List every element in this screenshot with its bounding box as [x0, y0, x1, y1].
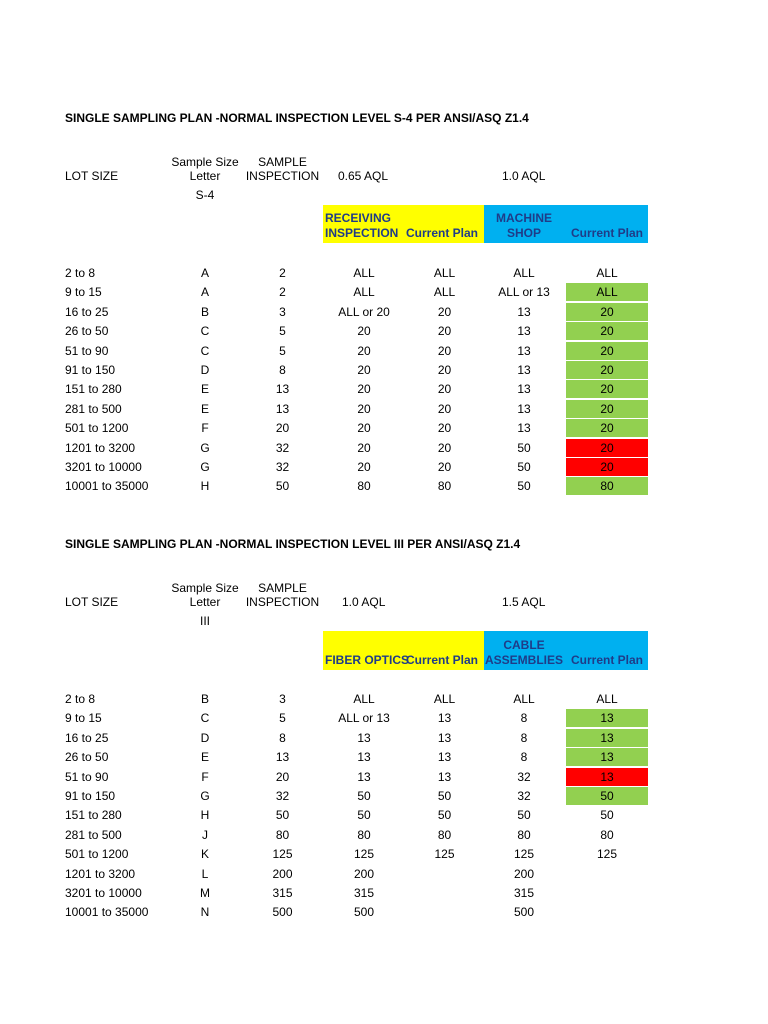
- aql-left-header: 0.65 AQL: [338, 169, 389, 183]
- lot-size-cell: 10001 to 35000: [65, 479, 149, 494]
- sample-cell: 20: [275, 769, 290, 784]
- current-plan-2-cell: 20: [566, 361, 648, 380]
- letter-cell: D: [200, 730, 210, 745]
- sample-cell: 3: [279, 304, 286, 319]
- letter-cell: M: [200, 886, 210, 900]
- current-plan-1-cell: 50: [437, 808, 452, 823]
- cable-assemblies-header-line2: ASSEMBLIES: [484, 653, 563, 667]
- lot-size-cell: 151 to 280: [65, 808, 122, 823]
- receiving-inspection-header-line1: RECEIVING: [325, 211, 392, 225]
- current-plan-2-cell: 20: [566, 322, 648, 341]
- letter-cell: A: [200, 285, 209, 300]
- lot-size-cell: 26 to 50: [65, 324, 109, 339]
- letter-cell: N: [200, 905, 210, 920]
- current-plan-1-cell: 13: [437, 730, 452, 745]
- sample-cell: 32: [275, 460, 290, 474]
- aql-left-cell: 200: [353, 866, 375, 881]
- sample-cell: 13: [275, 401, 290, 416]
- sample-cell: 3: [279, 692, 286, 706]
- current-plan-1-cell: 80: [437, 827, 452, 842]
- current-plan-header-1: Current Plan: [406, 226, 479, 240]
- current-plan-2-cell: ALL: [566, 283, 648, 302]
- current-plan-2-cell: 20: [566, 400, 648, 419]
- current-plan-1-cell: ALL: [433, 692, 456, 706]
- inspection-level-label: III: [199, 614, 210, 628]
- aql-left-cell: ALL: [353, 266, 375, 280]
- aql-right-cell: 13: [517, 363, 531, 377]
- sample-cell: 50: [275, 479, 290, 494]
- letter-cell: D: [200, 363, 210, 377]
- lot-size-cell: 3201 to 10000: [65, 460, 142, 474]
- aql-left-cell: ALL: [353, 285, 375, 300]
- aql-right-cell: 50: [517, 808, 531, 823]
- letter-cell: G: [200, 440, 210, 455]
- letter-cell: E: [200, 401, 209, 416]
- lot-size-cell: 1201 to 3200: [65, 866, 136, 881]
- aql-left-cell: 20: [357, 440, 371, 455]
- table-row: [0, 439, 768, 458]
- current-plan-2-cell: ALL: [596, 692, 618, 706]
- aql-right-cell: 50: [517, 440, 531, 455]
- sample-cell: 8: [279, 363, 286, 377]
- machine-shop-header-line2: SHOP: [506, 226, 541, 240]
- aql-right-header: 1.0 AQL: [502, 169, 546, 183]
- current-plan-1-cell: ALL: [433, 285, 456, 300]
- sample-cell: 80: [275, 827, 290, 842]
- sample-cell: 5: [279, 343, 286, 358]
- lot-size-cell: 501 to 1200: [65, 847, 129, 862]
- current-plan-1-cell: 50: [437, 789, 452, 803]
- lot-size-cell: 3201 to 10000: [65, 886, 142, 900]
- table-row: [0, 690, 768, 709]
- table-row: [0, 283, 768, 302]
- sample-cell: 5: [279, 324, 286, 339]
- aql-left-cell: 50: [357, 808, 371, 823]
- letter-cell: F: [201, 421, 209, 436]
- current-plan-2-cell: 20: [566, 380, 648, 399]
- current-plan-1-cell: ALL: [433, 266, 456, 280]
- sample-size-header-line2: Letter: [189, 169, 221, 183]
- sample-cell: 5: [279, 711, 286, 726]
- sample-inspection-header-line2: INSPECTION: [245, 595, 320, 609]
- current-plan-1-cell: 20: [437, 401, 452, 416]
- current-plan-1-cell: 20: [437, 363, 452, 377]
- letter-cell: B: [200, 692, 209, 706]
- sample-cell: 500: [272, 905, 293, 920]
- aql-right-cell: 32: [517, 789, 531, 803]
- current-plan-1-cell: 20: [437, 382, 452, 397]
- table-row: [0, 400, 768, 419]
- current-plan-1-cell: 20: [437, 460, 452, 474]
- table-row: [0, 865, 768, 884]
- current-plan-2-cell: 20: [566, 419, 648, 438]
- table-row: [0, 361, 768, 380]
- letter-cell: C: [200, 711, 210, 726]
- sample-cell: 20: [275, 421, 290, 436]
- lot-size-cell: 16 to 25: [65, 304, 109, 319]
- lot-size-cell: 51 to 90: [65, 343, 109, 358]
- aql-left-cell: 80: [357, 827, 371, 842]
- table-row: [0, 729, 768, 748]
- table-row: [0, 845, 768, 864]
- aql-right-cell: 315: [513, 886, 535, 900]
- table-row: [0, 419, 768, 438]
- table-row: [0, 903, 768, 922]
- aql-left-cell: 20: [357, 382, 371, 397]
- sample-cell: 32: [275, 789, 290, 803]
- current-plan-1-cell: 20: [437, 421, 452, 436]
- letter-cell: H: [200, 479, 210, 494]
- aql-left-cell: 20: [357, 401, 371, 416]
- current-plan-1-cell: 13: [437, 769, 452, 784]
- sample-cell: 13: [275, 750, 290, 765]
- sample-size-header-line2: Letter: [189, 595, 221, 609]
- aql-right-cell: ALL: [513, 692, 535, 706]
- aql-left-cell: ALL or 20: [338, 304, 390, 319]
- current-plan-1-cell: 20: [437, 440, 452, 455]
- current-plan-2-cell: 80: [566, 477, 648, 496]
- sample-cell: 2: [279, 266, 286, 280]
- current-plan-1-cell: [405, 903, 484, 922]
- aql-right-cell: 50: [517, 479, 531, 494]
- aql-right-cell: ALL: [513, 266, 535, 280]
- lot-size-cell: 1201 to 3200: [65, 440, 136, 455]
- table-row: [0, 787, 768, 806]
- lot-size-cell: 9 to 15: [65, 285, 102, 300]
- aql-left-cell: 20: [357, 324, 371, 339]
- lot-size-cell: 151 to 280: [65, 382, 122, 397]
- lot-size-cell: 501 to 1200: [65, 421, 129, 436]
- table-row: [0, 826, 768, 845]
- current-plan-1-cell: 125: [434, 847, 455, 862]
- sample-cell: 315: [272, 886, 293, 900]
- current-plan-2-cell: 50: [566, 787, 648, 806]
- current-plan-2-cell: 50: [600, 808, 614, 823]
- lot-size-cell: 2 to 8: [65, 692, 96, 706]
- aql-left-cell: 20: [357, 421, 371, 436]
- letter-cell: H: [200, 808, 210, 823]
- sample-cell: 32: [275, 440, 290, 455]
- aql-left-cell: 50: [357, 789, 371, 803]
- table-row: [0, 806, 768, 825]
- aql-left-cell: ALL or 13: [338, 711, 390, 726]
- current-plan-2-cell: 20: [566, 439, 648, 458]
- current-plan-1-cell: [405, 884, 484, 903]
- sample-cell: 8: [279, 730, 286, 745]
- current-plan-2-cell: 20: [566, 342, 648, 361]
- current-plan-2-cell: [566, 865, 648, 884]
- sample-cell: 13: [275, 382, 290, 397]
- sample-cell: 50: [275, 808, 290, 823]
- letter-cell: G: [200, 789, 210, 803]
- letter-cell: A: [200, 266, 209, 280]
- table-row: [0, 380, 768, 399]
- aql-right-cell: 8: [520, 730, 528, 745]
- aql-right-cell: 13: [517, 324, 531, 339]
- aql-right-cell: 13: [517, 401, 531, 416]
- sample-inspection-header-line2: INSPECTION: [245, 169, 320, 183]
- aql-left-cell: 125: [353, 847, 375, 862]
- aql-left-cell: 13: [357, 769, 371, 784]
- lot-size-cell: 281 to 500: [65, 827, 122, 842]
- receiving-inspection-header-line2: INSPECTION: [325, 226, 399, 240]
- aql-left-cell: 20: [357, 460, 371, 474]
- aql-right-cell: 13: [517, 304, 531, 319]
- lot-size-header: LOT SIZE: [65, 595, 119, 609]
- sample-inspection-header-line1: SAMPLE: [258, 155, 307, 169]
- aql-right-cell: ALL or 13: [498, 285, 550, 300]
- aql-left-cell: ALL: [353, 692, 375, 706]
- sample-cell: 2: [279, 285, 286, 300]
- aql-right-header: 1.5 AQL: [502, 595, 546, 609]
- table-row: [0, 458, 768, 477]
- machine-shop-header-line1: MACHINE: [496, 211, 552, 225]
- table-row: [0, 477, 768, 496]
- letter-cell: J: [202, 827, 208, 842]
- fiber-optics-header: FIBER OPTICS: [325, 653, 410, 667]
- lot-size-header: LOT SIZE: [65, 169, 119, 183]
- aql-left-header: 1.0 AQL: [342, 595, 386, 609]
- section-1-title: SINGLE SAMPLING PLAN -NORMAL INSPECTION LEVEL S-4 PER ANSI/ASQ Z1.4: [65, 111, 529, 125]
- inspection-level-label: S-4: [195, 188, 215, 202]
- current-plan-2-cell: 13: [566, 748, 648, 767]
- current-plan-2-cell: 13: [566, 768, 648, 787]
- lot-size-cell: 91 to 150: [65, 363, 116, 377]
- table-row: [0, 709, 768, 728]
- table-row: [0, 264, 768, 283]
- aql-right-cell: 500: [513, 905, 535, 920]
- current-plan-2-cell: 20: [566, 303, 648, 322]
- current-plan-1-cell: 20: [437, 304, 452, 319]
- sample-cell: 200: [272, 866, 293, 881]
- table-row: [0, 303, 768, 322]
- table-row: [0, 884, 768, 903]
- letter-cell: L: [201, 866, 209, 881]
- aql-right-cell: 13: [517, 382, 531, 397]
- lot-size-cell: 26 to 50: [65, 750, 109, 765]
- aql-right-cell: 80: [517, 827, 531, 842]
- sample-inspection-header-line1: SAMPLE: [258, 581, 307, 595]
- aql-left-cell: 13: [357, 730, 371, 745]
- sample-size-header-line1: Sample Size: [171, 155, 239, 169]
- lot-size-cell: 281 to 500: [65, 401, 122, 416]
- current-plan-2-cell: [566, 903, 648, 922]
- current-plan-1-cell: 80: [437, 479, 452, 494]
- current-plan-1-cell: 20: [437, 343, 452, 358]
- current-plan-header-2: Current Plan: [571, 653, 644, 667]
- current-plan-2-cell: [566, 884, 648, 903]
- letter-cell: K: [200, 847, 209, 862]
- letter-cell: E: [200, 382, 209, 397]
- letter-cell: C: [200, 324, 210, 339]
- current-plan-2-cell: 20: [566, 458, 648, 477]
- aql-right-cell: 200: [513, 866, 535, 881]
- aql-right-cell: 13: [517, 343, 531, 358]
- sample-cell: 125: [272, 847, 293, 862]
- aql-right-cell: 32: [517, 769, 531, 784]
- current-plan-header-2: Current Plan: [571, 226, 644, 240]
- lot-size-cell: 2 to 8: [65, 266, 96, 280]
- aql-right-cell: 125: [513, 847, 535, 862]
- lot-size-cell: 9 to 15: [65, 711, 102, 726]
- aql-right-cell: 8: [520, 750, 528, 765]
- lot-size-cell: 91 to 150: [65, 789, 116, 803]
- aql-left-cell: 13: [357, 750, 371, 765]
- current-plan-2-cell: 80: [600, 827, 614, 842]
- letter-cell: B: [200, 304, 209, 319]
- letter-cell: C: [200, 343, 210, 358]
- sample-size-header-line1: Sample Size: [171, 581, 239, 595]
- current-plan-1-cell: 13: [437, 711, 452, 726]
- lot-size-cell: 51 to 90: [65, 769, 109, 784]
- aql-right-cell: 13: [517, 421, 531, 436]
- cable-assemblies-header-line1: CABLE: [503, 638, 545, 652]
- aql-right-cell: 50: [517, 460, 531, 474]
- table-row: [0, 748, 768, 767]
- lot-size-cell: 16 to 25: [65, 730, 109, 745]
- aql-left-cell: 500: [353, 905, 375, 920]
- aql-left-cell: 20: [357, 363, 371, 377]
- current-plan-2-cell: 125: [596, 847, 618, 862]
- current-plan-header-1: Current Plan: [406, 653, 479, 667]
- current-plan-2-cell: ALL: [596, 266, 618, 280]
- table-row: [0, 768, 768, 787]
- current-plan-1-cell: 20: [437, 324, 452, 339]
- aql-right-cell: 8: [520, 711, 528, 726]
- current-plan-1-cell: [405, 865, 484, 884]
- current-plan-1-cell: 13: [437, 750, 452, 765]
- aql-left-cell: 315: [353, 886, 375, 900]
- aql-left-cell: 20: [357, 343, 371, 358]
- letter-cell: E: [200, 750, 209, 765]
- lot-size-cell: 10001 to 35000: [65, 905, 149, 920]
- letter-cell: F: [201, 769, 209, 784]
- section-2-title: SINGLE SAMPLING PLAN -NORMAL INSPECTION LEVEL III PER ANSI/ASQ Z1.4: [65, 537, 521, 551]
- current-plan-2-cell: 13: [566, 729, 648, 748]
- table-row: [0, 342, 768, 361]
- table-row: [0, 322, 768, 341]
- aql-left-cell: 80: [357, 479, 371, 494]
- letter-cell: G: [200, 460, 210, 474]
- current-plan-2-cell: 13: [566, 709, 648, 728]
